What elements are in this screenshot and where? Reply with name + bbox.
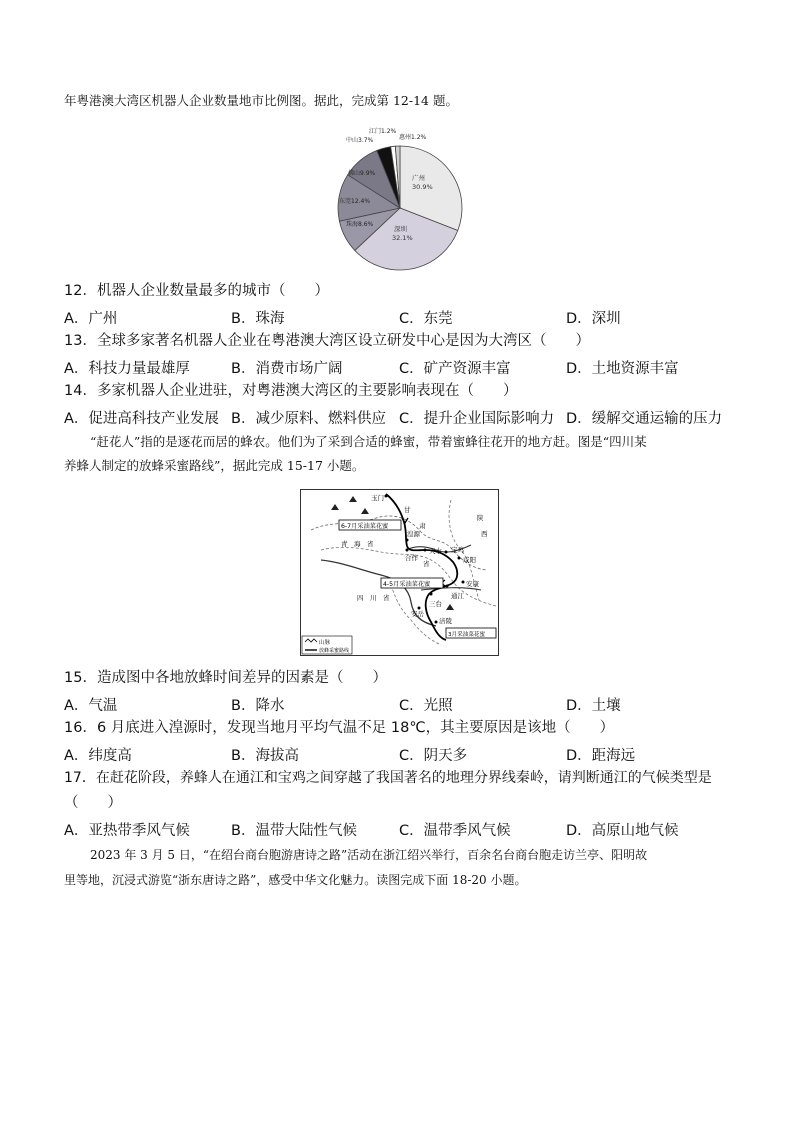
map-box-45: 4-5月采油菜花蜜 — [383, 581, 431, 588]
map-label-xi: 西 — [481, 530, 488, 538]
bee-route-map — [300, 489, 499, 656]
map-label-fuling: 涪陵 — [439, 617, 452, 625]
options-14 — [64, 407, 744, 427]
map-label-sichuan: 四 川 省 — [357, 594, 390, 602]
option-13-c[interactable]: C．矿产资源丰富 — [399, 361, 511, 377]
map-label-yumen: 玉门 — [371, 494, 384, 502]
option-17-a[interactable]: A．亚热带季风气候 — [64, 823, 190, 839]
option-13-b[interactable]: B．消费市场广阔 — [231, 361, 343, 377]
map-label-gan: 甘 — [404, 506, 411, 514]
legend-route: 放蜂采蜜路线 — [319, 648, 350, 654]
option-15-d[interactable]: D．土壤 — [566, 698, 621, 714]
map-label-anyue: 安岳 — [411, 610, 424, 618]
options-17 — [64, 819, 744, 839]
label-jiangmen: 江门1.2% — [369, 128, 397, 135]
option-16-b[interactable]: B．海拔高 — [231, 748, 299, 764]
question-15: 15．造成图中各地放蜂时间差异的因素是（ ） — [64, 670, 387, 686]
option-15-c[interactable]: C．光照 — [399, 698, 453, 714]
option-17-d[interactable]: D．高原山地气候 — [566, 823, 679, 839]
option-15-b[interactable]: B．降水 — [231, 698, 285, 714]
option-13-a[interactable]: A．科技力量最雄厚 — [64, 361, 190, 377]
option-12-d[interactable]: D．深圳 — [566, 311, 621, 327]
question-14: 14．多家机器人企业进驻，对粤港澳大湾区的主要影响表现在（ ） — [64, 383, 518, 399]
map-label-sheng: 省 — [423, 560, 430, 568]
map-label-su: 肃 — [419, 522, 426, 530]
option-12-c[interactable]: C．东莞 — [399, 311, 453, 327]
map-label-huangyuan: 湟源 — [407, 530, 420, 538]
label-guangzhou-pct: 30.9% — [412, 183, 433, 191]
label-zhuhai: 珠海8.6% — [346, 221, 374, 228]
map-label-xianyang: 咸阳 — [463, 556, 476, 564]
map-label-santai: 三台 — [429, 600, 442, 608]
question-16: 16．6 月底进入湟源时，发现当地月平均气温不足 18℃，其主要原因是该地（ ） — [64, 720, 615, 736]
map-label-hezuo: 合作 — [405, 554, 418, 562]
bee-route-map-svg — [301, 490, 498, 655]
intro-text-tang-2: 里等地，沉浸式游览“浙东唐诗之路”，感受中华文化魅力。读图完成下面 18-20 小题。 — [64, 873, 527, 887]
option-12-a[interactable]: A．广州 — [64, 311, 118, 327]
label-zhongshan: 中山3.7% — [346, 137, 374, 144]
label-shenzhen-pct: 32.1% — [392, 234, 413, 242]
pie-chart-svg — [320, 118, 480, 278]
options-12 — [64, 307, 744, 327]
label-foshan: 佛山9.9% — [348, 170, 376, 177]
option-16-d[interactable]: D．距海远 — [566, 748, 636, 764]
map-label-tongjiang: 通江 — [451, 592, 464, 600]
option-13-d[interactable]: D．土地资源丰富 — [566, 361, 679, 377]
map-label-tianshui: 天水 — [429, 547, 442, 555]
option-12-b[interactable]: B．珠海 — [231, 311, 285, 327]
map-label-baoji: 宝鸡 — [451, 546, 464, 554]
option-16-a[interactable]: A．纬度高 — [64, 748, 132, 764]
question-17: 17．在赶花阶段，养蜂人在通江和宝鸡之间穿越了我国著名的地理分界线秦岭，请判断通江的气候类型是 — [64, 770, 712, 786]
option-17-c[interactable]: C．温带季风气候 — [399, 823, 511, 839]
map-box-67: 6-7月采油菜花蜜 — [341, 523, 389, 530]
intro-text-bees-1: “赶花人”指的是逐花而居的蜂农。他们为了采到合适的蜂蜜，带着蜜蜂往花开的地方赶。图是“四川某 — [90, 434, 647, 449]
option-16-c[interactable]: C．阴天多 — [399, 748, 468, 764]
options-16 — [64, 744, 744, 764]
map-label-qinghai: 青 海 省 — [341, 540, 374, 548]
options-15 — [64, 694, 744, 714]
map-label-shaan: 陕 — [477, 514, 484, 522]
option-14-d[interactable]: D．缓解交通运输的压力 — [566, 411, 723, 427]
label-huizhou: 惠州1.2% — [399, 134, 427, 141]
map-box-3: 3月采油菜花蜜 — [448, 632, 486, 638]
options-13 — [64, 357, 744, 377]
question-17-paren: （ ） — [64, 795, 122, 811]
question-12: 12．机器人企业数量最多的城市（ ） — [64, 283, 329, 299]
intro-text-pie: 年粤港澳大湾区机器人企业数量地市比例图。据此，完成第 12-14 题。 — [64, 93, 458, 108]
label-shenzhen: 深圳 — [394, 225, 407, 233]
option-14-b[interactable]: B．减少原料、燃料供应 — [231, 411, 386, 427]
option-15-a[interactable]: A．气温 — [64, 698, 118, 714]
intro-text-tang-1: 2023 年 3 月 5 日，“在绍台商台胞游唐诗之路”活动在浙江绍兴举行，百余名台商台胞走访兰亭、阳明故 — [90, 848, 648, 862]
pie-chart — [320, 118, 480, 278]
legend-mountain: 山脉 — [319, 640, 331, 646]
label-guangzhou: 广州 — [412, 174, 425, 182]
option-17-b[interactable]: B．温带大陆性气候 — [231, 823, 357, 839]
intro-text-bees-2: 养蜂人制定的放蜂采蜜路线”，据此完成 15-17 小题。 — [64, 458, 365, 473]
map-label-ankang: 安康 — [466, 580, 479, 588]
question-13: 13．全球多家著名机器人企业在粤港澳大湾区设立研发中心是因为大湾区（ ） — [64, 333, 590, 349]
option-14-a[interactable]: A．促进高科技产业发展 — [64, 411, 219, 427]
option-14-c[interactable]: C．提升企业国际影响力 — [399, 411, 555, 427]
label-dongguan: 东莞12.4% — [339, 198, 371, 205]
